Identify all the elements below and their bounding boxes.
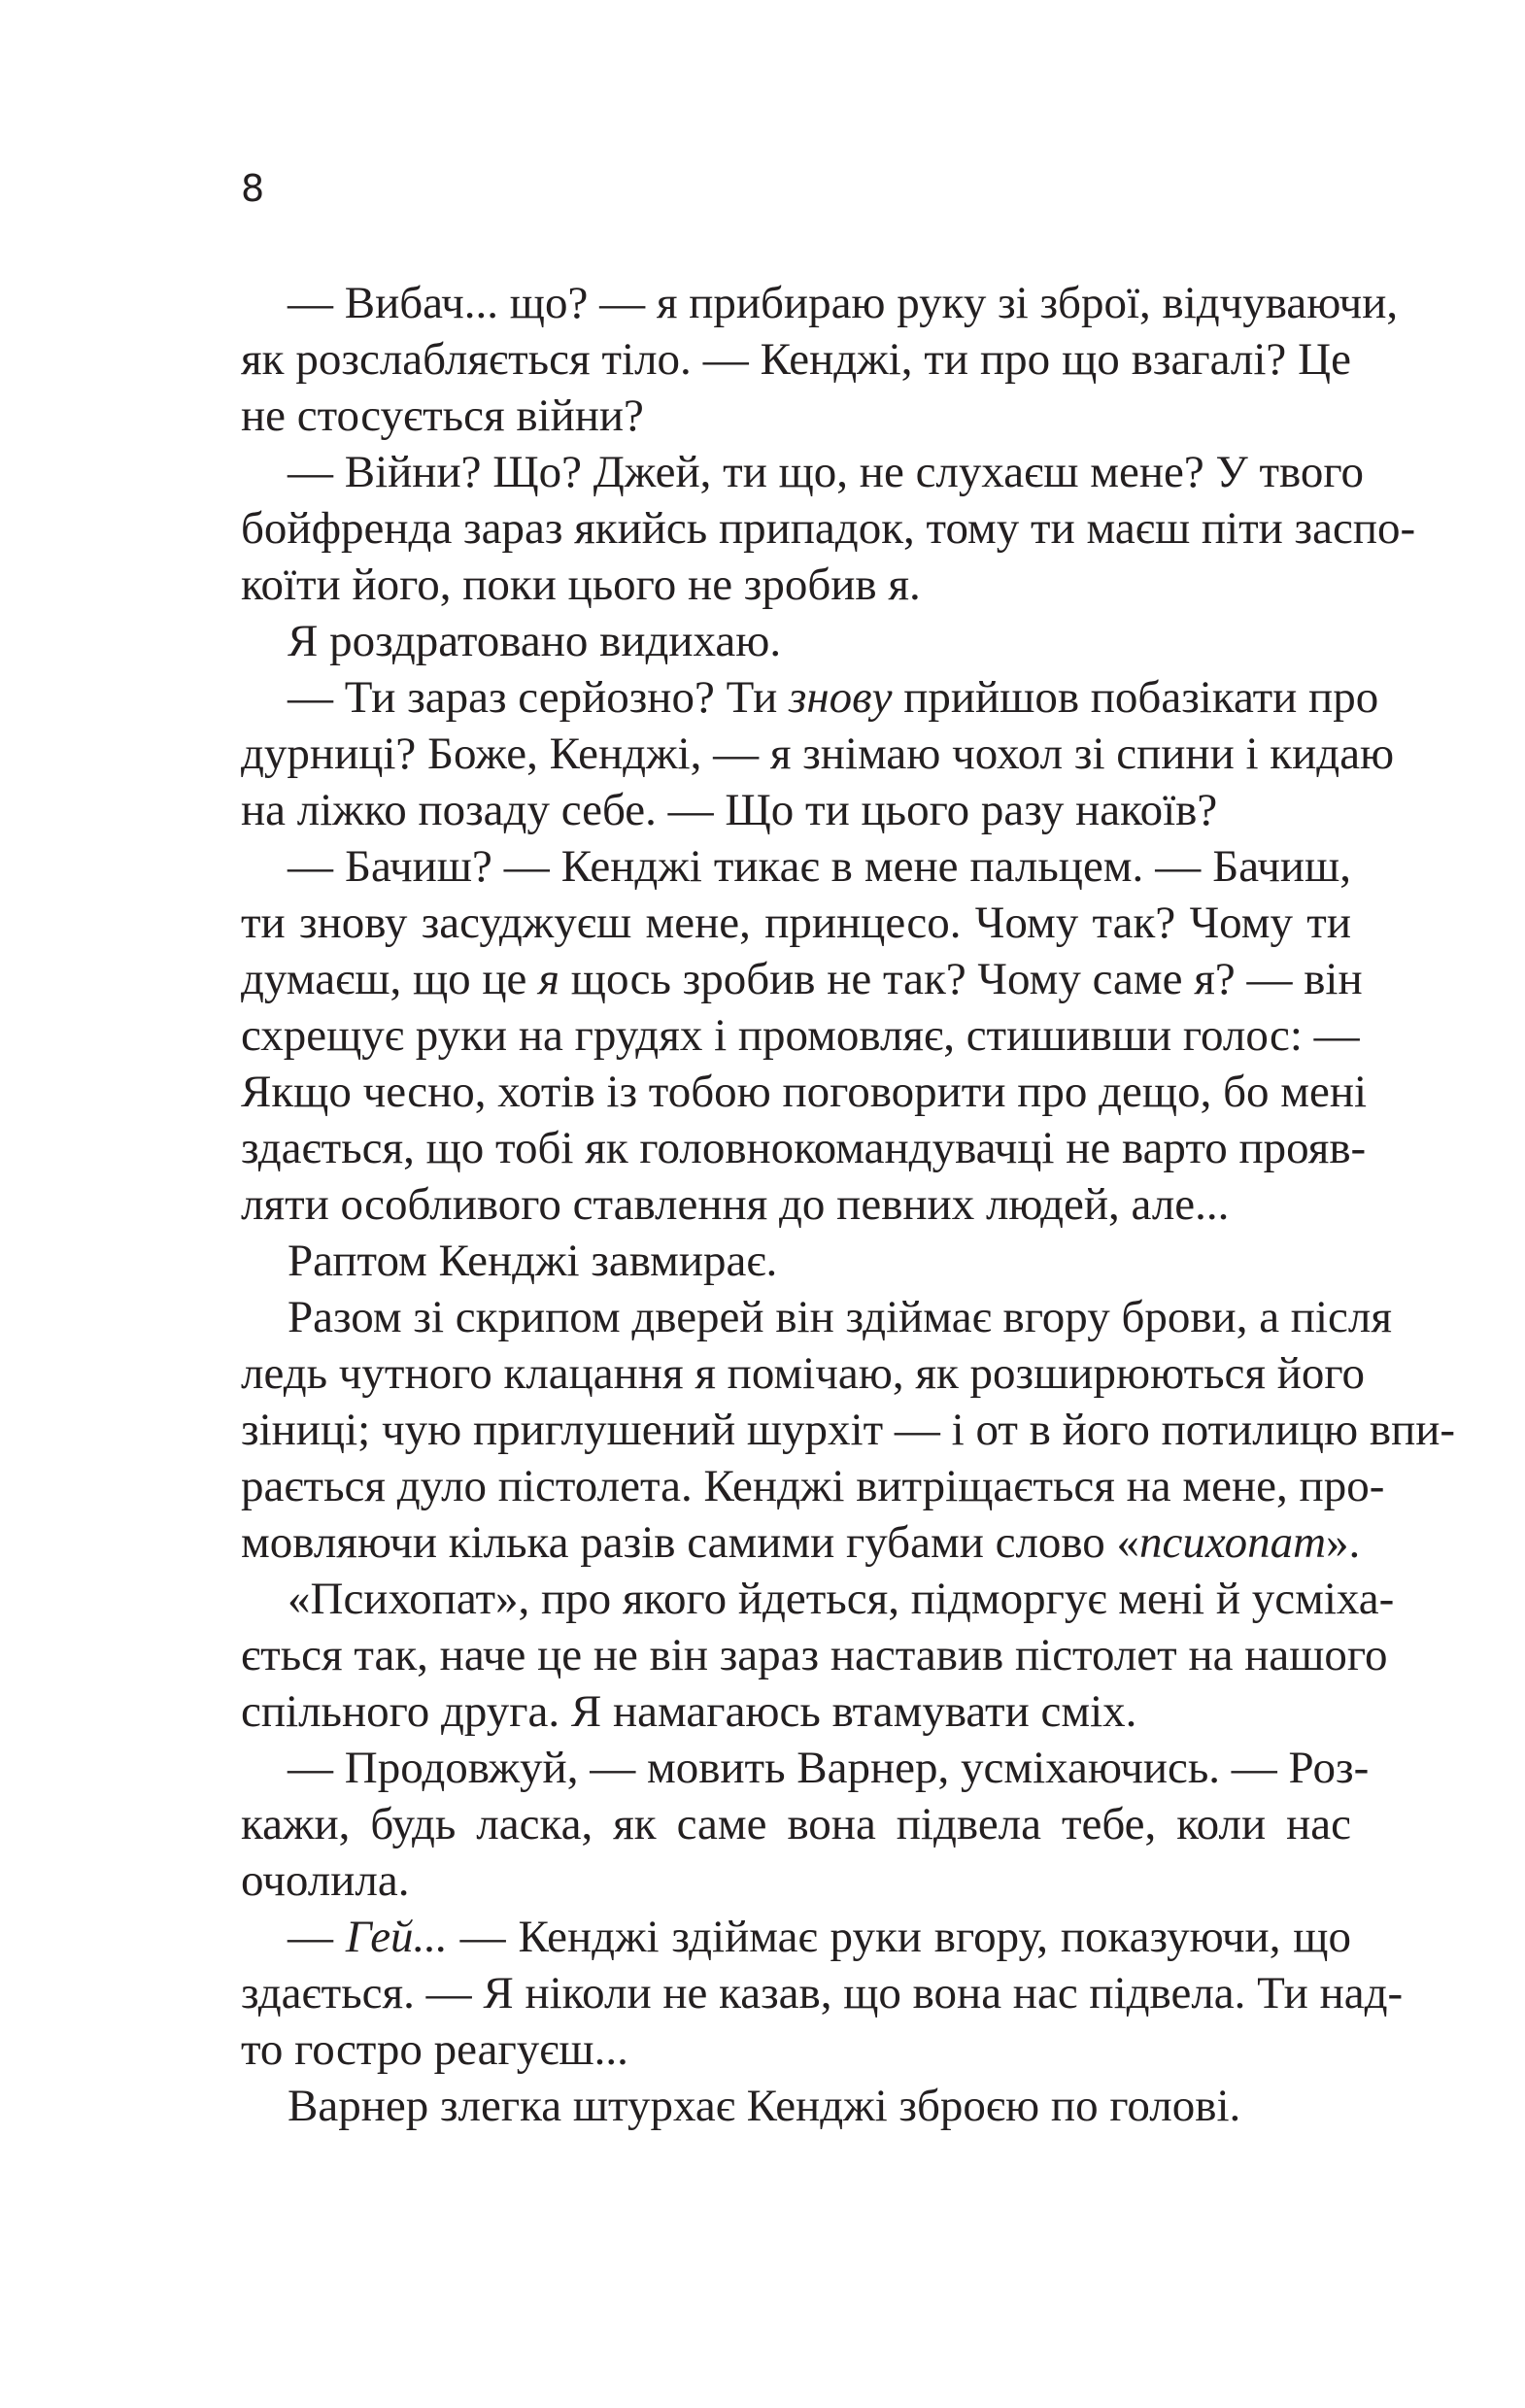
text-segment: на ліжко позаду себе. — Що ти цього разу накоїв?	[241, 785, 1218, 835]
text-line	[241, 500, 1416, 557]
text-line	[241, 1064, 1368, 1120]
text-segment: —	[288, 1912, 346, 1962]
text-line	[241, 557, 1351, 613]
italic-text: я	[538, 954, 560, 1004]
text-line	[241, 1627, 1388, 1683]
text-segment: то гостро реагуєш...	[241, 2024, 628, 2075]
text-line	[241, 1514, 1361, 1571]
text-line	[241, 1289, 1392, 1345]
italic-text: Гей...	[345, 1912, 448, 1962]
text-segment: ляти особливого ставлення до певних людей, але...	[241, 1179, 1230, 1230]
text-line	[241, 1007, 1360, 1064]
text-line	[241, 951, 1363, 1007]
text-segment: Разом зі скрипом дверей він здіймає вгору брови, а після	[288, 1292, 1392, 1342]
text-segment: здається. — Я ніколи не казав, що вона нас підвела. Ти над-	[241, 1968, 1404, 2018]
text-segment: спільного друга. Я намагаюсь втамувати сміх.	[241, 1686, 1137, 1737]
text-line	[241, 1796, 1351, 1852]
text-segment: думаєш, що це	[241, 954, 539, 1004]
text-segment: ледь чутного клацання я помічаю, як розширюються його	[241, 1348, 1366, 1399]
text-line	[241, 1233, 1351, 1289]
text-segment: Варнер злегка штурхає Кенджі зброєю по голові.	[288, 2081, 1241, 2131]
text-segment: кажи, будь ласка, як саме вона підвела тебе, коли нас	[241, 1799, 1351, 1849]
text-line	[241, 1571, 1395, 1627]
text-segment: бойфренда зараз якийсь припадок, тому ти маєш піти заспо-	[241, 503, 1416, 554]
text-line	[241, 1458, 1385, 1514]
text-segment: — Війни? Що? Джей, ти що, не слухаєш мене? У твого	[288, 447, 1365, 497]
text-line	[241, 331, 1351, 388]
text-segment: дурниці? Боже, Кенджі, — я знімаю чохол зі спини і кидаю	[241, 729, 1395, 779]
text-line	[241, 1740, 1370, 1796]
text-segment: ».	[1326, 1517, 1361, 1568]
text-line	[241, 2078, 1351, 2134]
text-segment: — Продовжуй, — мовить Варнер, усміхаючись. — Роз-	[288, 1743, 1370, 1793]
text-segment: — Ти зараз серйозно? Ти	[288, 672, 790, 723]
text-segment: Якщо чесно, хотів із тобою поговорити про дещо, бо мені	[241, 1067, 1368, 1117]
text-line	[241, 1683, 1351, 1740]
text-segment: — Кенджі здіймає руки вгору, показуючи, що	[447, 1912, 1351, 1962]
italic-text: знову	[789, 672, 893, 723]
text-line	[241, 1120, 1367, 1176]
text-line	[241, 1345, 1366, 1402]
text-segment: мовляючи кілька разів самими губами слово «	[241, 1517, 1140, 1568]
text-line	[241, 1402, 1456, 1458]
text-segment: не стосується війни?	[241, 390, 644, 441]
text-segment: ється так, наче це не він зараз наставив пістолет на нашого	[241, 1630, 1388, 1680]
text-line	[241, 444, 1365, 500]
text-line	[241, 1909, 1351, 1965]
text-segment: «Психопат», про якого йдеться, підморгує мені й усміха-	[288, 1574, 1395, 1624]
text-segment: схрещує руки на грудях і промовляє, стишивши голос: —	[241, 1010, 1360, 1061]
text-line	[241, 1176, 1351, 1233]
page-number: 8	[241, 167, 265, 210]
text-line	[241, 838, 1351, 895]
text-line	[241, 2021, 1351, 2078]
text-segment: Я роздратовано видихаю.	[288, 616, 782, 666]
text-segment: коїти його, поки цього не зробив я.	[241, 560, 921, 610]
text-segment: зіниці; чую приглушений шурхіт — і от в його потилицю впи-	[241, 1405, 1456, 1455]
text-segment: щось зробив не так? Чому саме я? — він	[559, 954, 1363, 1004]
text-line	[241, 1852, 1351, 1909]
text-line	[241, 1965, 1404, 2021]
text-line	[241, 613, 1351, 669]
text-line	[241, 726, 1395, 782]
text-segment: — Вибач... що? — я прибираю руку зі зброї, відчуваючи,	[288, 278, 1399, 328]
text-line	[241, 895, 1351, 951]
text-segment: Раптом Кенджі завмирає.	[288, 1236, 778, 1286]
text-line	[241, 275, 1399, 331]
text-line	[241, 669, 1379, 726]
text-segment: здається, що тобі як головнокомандувачці не варто прояв-	[241, 1123, 1367, 1173]
body-text	[241, 275, 1456, 2134]
text-line	[241, 388, 1351, 444]
text-segment: як розслабляється тіло. — Кенджі, ти про що взагалі? Це	[241, 334, 1351, 385]
italic-text: психопат	[1139, 1517, 1327, 1568]
text-segment: — Бачиш? — Кенджі тикає в мене пальцем. — Бачиш,	[288, 841, 1351, 892]
text-line	[241, 782, 1351, 838]
text-segment: очолила.	[241, 1855, 410, 1906]
text-segment: ти знову засуджуєш мене, принцесо. Чому так? Чому ти	[241, 898, 1351, 948]
text-segment: рається дуло пістолета. Кенджі витріщається на мене, про-	[241, 1461, 1385, 1511]
text-segment: прийшов побазікати про	[892, 672, 1379, 723]
